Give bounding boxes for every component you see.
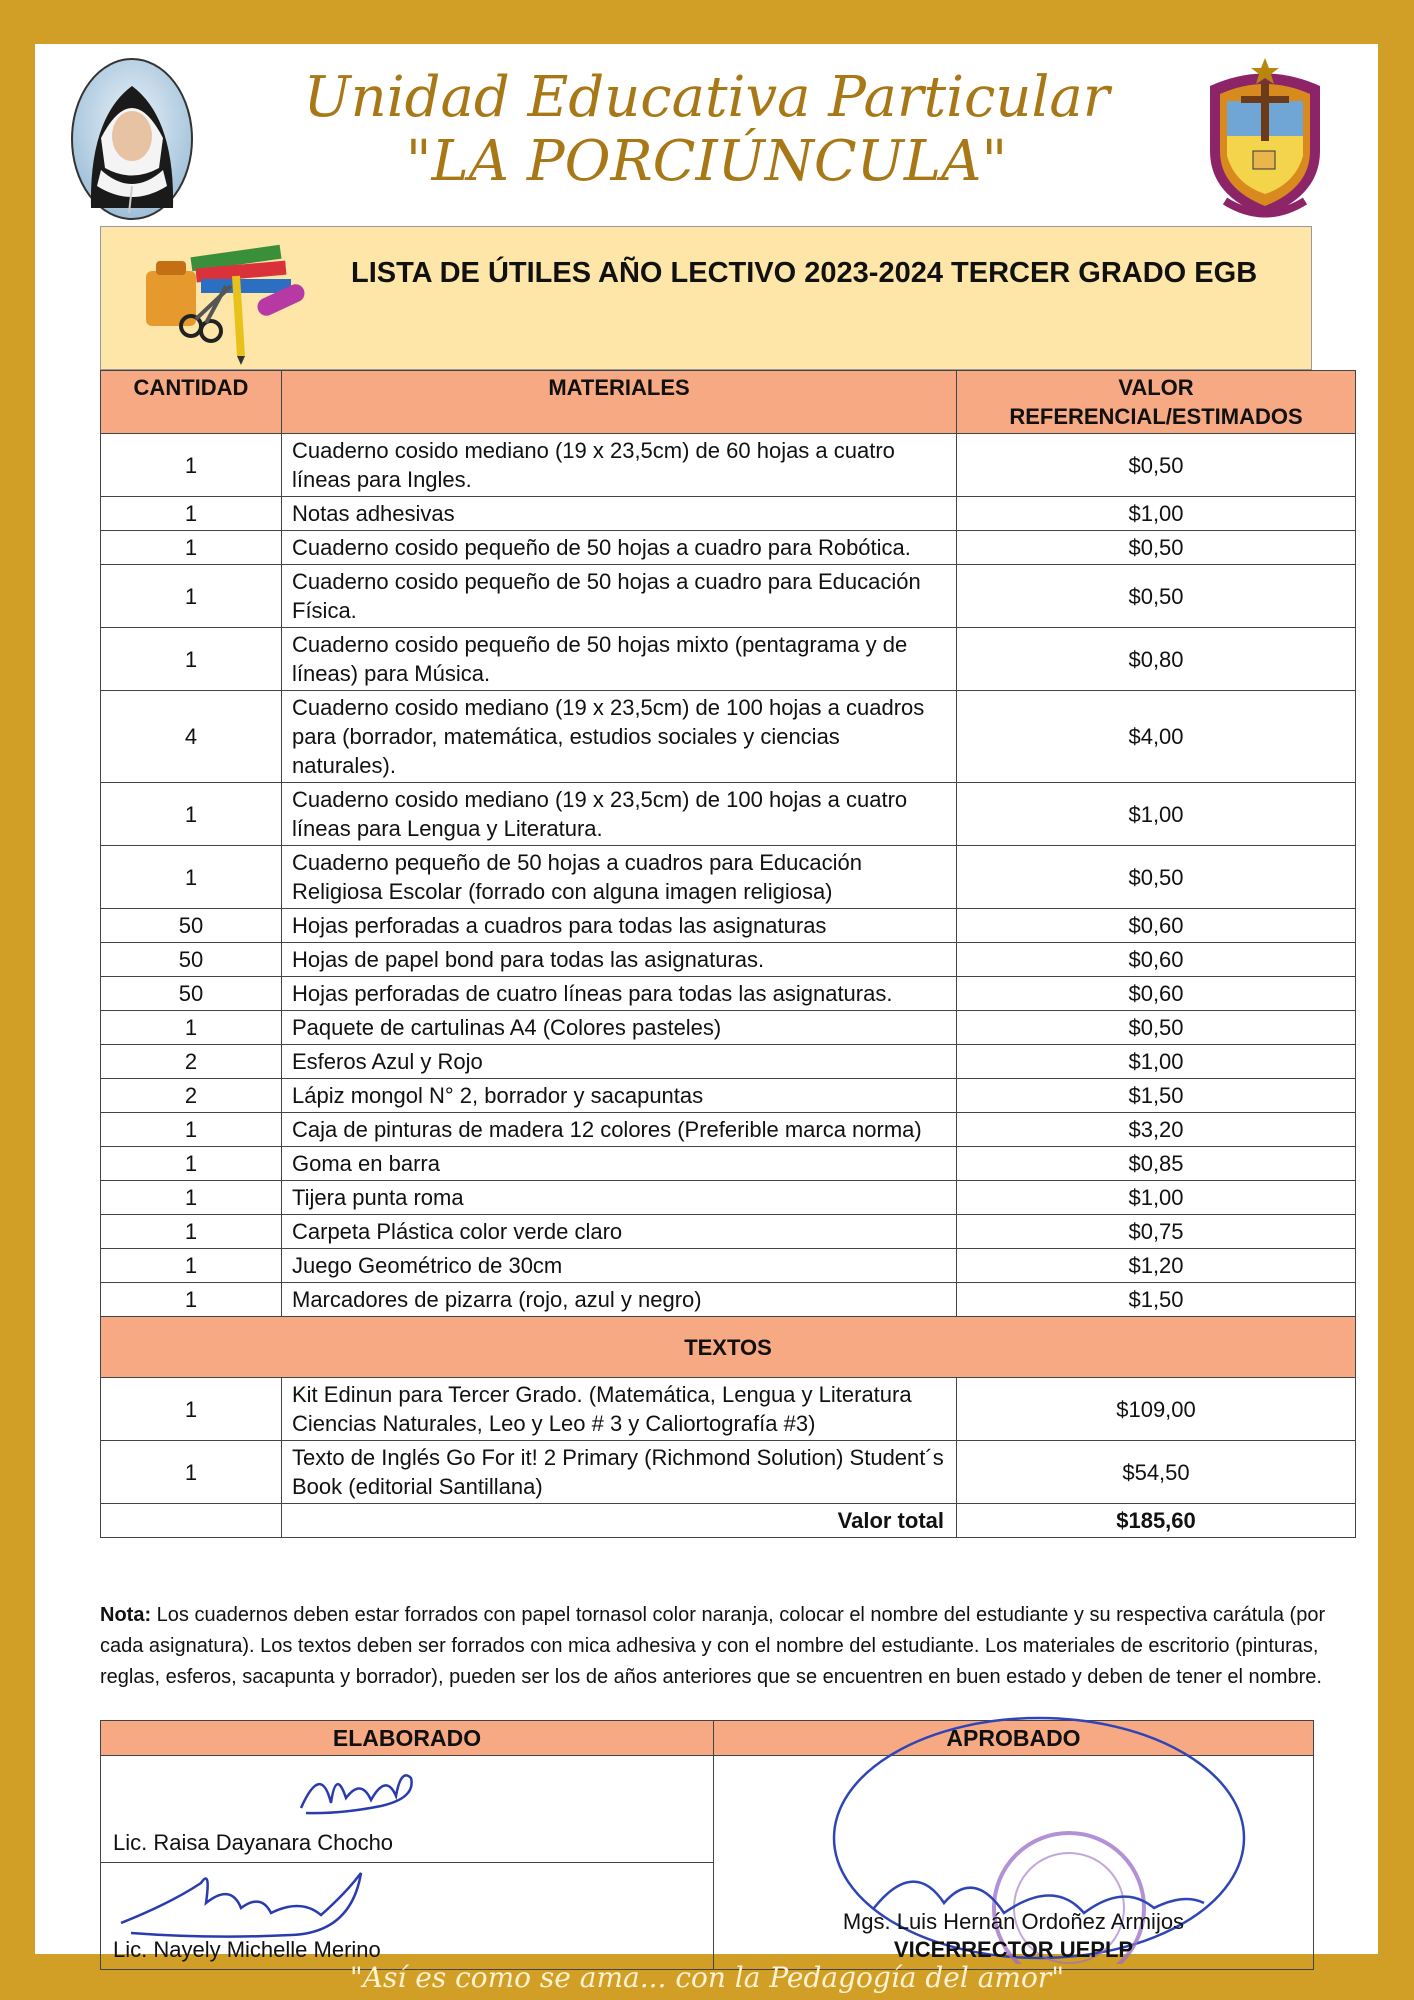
quantity-cell: 1 <box>101 1113 282 1147</box>
quantity-cell: 50 <box>101 943 282 977</box>
total-label: Valor total <box>282 1504 957 1538</box>
table-header-row <box>101 371 1356 434</box>
value-cell: $0,85 <box>957 1147 1356 1181</box>
value-cell: $0,50 <box>957 1011 1356 1045</box>
quantity-cell: 2 <box>101 1045 282 1079</box>
approver-name: Mgs. Luis Hernán Ordoñez Armijos <box>842 1909 1185 1934</box>
table-row <box>101 1079 1356 1113</box>
elaborado-header: ELABORADO <box>101 1721 714 1756</box>
quantity-cell: 1 <box>101 846 282 909</box>
table-row <box>101 497 1356 531</box>
quantity-cell: 1 <box>101 783 282 846</box>
list-title: LISTA DE ÚTILES AÑO LECTIVO 2023-2024 TERCER GRADO EGB <box>351 257 1258 289</box>
material-cell: Hojas perforadas a cuadros para todas las asignaturas <box>282 909 957 943</box>
textos-heading-row <box>101 1317 1356 1378</box>
material-cell: Juego Geométrico de 30cm <box>282 1249 957 1283</box>
quantity-cell: 50 <box>101 909 282 943</box>
table-row <box>101 1045 1356 1079</box>
table-row <box>101 1215 1356 1249</box>
table-row <box>101 1378 1356 1441</box>
value-cell: $1,50 <box>957 1079 1356 1113</box>
signature-table <box>100 1720 1314 1970</box>
quantity-cell: 1 <box>101 1181 282 1215</box>
value-cell: $1,00 <box>957 1181 1356 1215</box>
total-row <box>101 1504 1356 1538</box>
value-cell: $1,20 <box>957 1249 1356 1283</box>
material-cell: Kit Edinun para Tercer Grado. (Matemática, Lengua y Literatura Ciencias Naturales, Leo y Leo # 3 y Caliortografía #3) <box>282 1378 957 1441</box>
note-text: Los cuadernos deben estar forrados con papel tornasol color naranja, colocar el nombre del estudiante y su respectiva carátula (por cada asignatura). Los textos deben ser forrados con mica adhesiva y con el nombre del estudiante. Los materiales de escritorio (pinturas, reglas, esferos, sacapunta y borrador), pueden ser los de años anteriores que se encuentren en buen estado y deben de tener el nombre. <box>100 1604 1326 1688</box>
material-cell: Caja de pinturas de madera 12 colores (Preferible marca norma) <box>282 1113 957 1147</box>
signature-row-1 <box>101 1756 1314 1863</box>
column-header-materials: MATERIALES <box>282 371 957 434</box>
value-cell: $1,00 <box>957 1045 1356 1079</box>
value-cell: $109,00 <box>957 1378 1356 1441</box>
value-cell: $0,60 <box>957 909 1356 943</box>
value-cell: $0,60 <box>957 943 1356 977</box>
material-cell: Cuaderno cosido pequeño de 50 hojas mixto (pentagrama y de líneas) para Música. <box>282 628 957 691</box>
table-row <box>101 565 1356 628</box>
value-cell: $54,50 <box>957 1441 1356 1504</box>
textos-heading: TEXTOS <box>101 1317 1356 1378</box>
value-cell: $1,00 <box>957 497 1356 531</box>
value-cell: $0,50 <box>957 531 1356 565</box>
column-header-value-line1: VALOR <box>1118 375 1194 400</box>
footer-motto: "Así es como se ama... con la Pedagogía del amor" <box>349 1961 1065 1994</box>
material-cell: Goma en barra <box>282 1147 957 1181</box>
table-row <box>101 909 1356 943</box>
value-cell: $3,20 <box>957 1113 1356 1147</box>
quantity-cell: 1 <box>101 531 282 565</box>
table-row <box>101 1011 1356 1045</box>
materials-body <box>101 434 1356 1317</box>
column-header-value-line2: REFERENCIAL/ESTIMADOS <box>1009 404 1303 429</box>
quantity-cell: 2 <box>101 1079 282 1113</box>
value-cell: $0,50 <box>957 434 1356 497</box>
material-cell: Texto de Inglés Go For it! 2 Primary (Richmond Solution) Student´s Book (editorial Santillana) <box>282 1441 957 1504</box>
value-cell: $0,75 <box>957 1215 1356 1249</box>
value-cell: $1,50 <box>957 1283 1356 1317</box>
document-page <box>35 44 1378 1962</box>
value-cell: $0,50 <box>957 846 1356 909</box>
total-value: $185,60 <box>957 1504 1356 1538</box>
material-cell: Cuaderno pequeño de 50 hojas a cuadros para Educación Religiosa Escolar (forrado con alguna imagen religiosa) <box>282 846 957 909</box>
table-row <box>101 1283 1356 1317</box>
school-crest-logo <box>1195 56 1335 221</box>
table-row <box>101 977 1356 1011</box>
column-header-quantity: CANTIDAD <box>101 371 282 434</box>
school-name-heading <box>35 66 1378 194</box>
value-cell: $4,00 <box>957 691 1356 783</box>
quantity-cell: 4 <box>101 691 282 783</box>
approver-cell <box>714 1756 1314 1970</box>
material-cell: Cuaderno cosido pequeño de 50 hojas a cuadro para Robótica. <box>282 531 957 565</box>
material-cell: Cuaderno cosido mediano (19 x 23,5cm) de 100 hojas a cuatro líneas para Lengua y Literatura. <box>282 783 957 846</box>
quantity-cell: 1 <box>101 497 282 531</box>
texts-body <box>101 1378 1356 1504</box>
school-supplies-illustration <box>136 231 316 365</box>
signer2-cell <box>101 1863 714 1970</box>
quantity-cell: 1 <box>101 434 282 497</box>
table-row <box>101 1113 1356 1147</box>
quantity-cell: 1 <box>101 1441 282 1504</box>
material-cell: Cuaderno cosido mediano (19 x 23,5cm) de 60 hojas a cuatro líneas para Ingles. <box>282 434 957 497</box>
supply-list-sheet <box>100 226 1312 1538</box>
value-cell: $0,50 <box>957 565 1356 628</box>
value-cell: $1,00 <box>957 783 1356 846</box>
table-row <box>101 1441 1356 1504</box>
value-cell: $0,80 <box>957 628 1356 691</box>
quantity-cell: 1 <box>101 1147 282 1181</box>
signer1-cell <box>101 1756 714 1863</box>
note-label: Nota: <box>100 1604 152 1626</box>
table-row <box>101 434 1356 497</box>
quantity-cell: 1 <box>101 1249 282 1283</box>
table-row <box>101 691 1356 783</box>
table-row <box>101 846 1356 909</box>
material-cell: Marcadores de pizarra (rojo, azul y negro) <box>282 1283 957 1317</box>
quantity-cell: 1 <box>101 1283 282 1317</box>
quantity-cell: 1 <box>101 565 282 628</box>
quantity-cell: 1 <box>101 1378 282 1441</box>
quantity-cell: 1 <box>101 628 282 691</box>
table-row <box>101 943 1356 977</box>
material-cell: Esferos Azul y Rojo <box>282 1045 957 1079</box>
table-row <box>101 783 1356 846</box>
list-title-box <box>100 226 1312 370</box>
material-cell: Carpeta Plástica color verde claro <box>282 1215 957 1249</box>
materials-table <box>100 370 1356 1538</box>
material-cell: Lápiz mongol N° 2, borrador y sacapuntas <box>282 1079 957 1113</box>
table-row <box>101 628 1356 691</box>
quantity-cell: 1 <box>101 1011 282 1045</box>
material-cell: Tijera punta roma <box>282 1181 957 1215</box>
material-cell: Paquete de cartulinas A4 (Colores pasteles) <box>282 1011 957 1045</box>
material-cell: Hojas de papel bond para todas las asignaturas. <box>282 943 957 977</box>
quantity-cell: 50 <box>101 977 282 1011</box>
material-cell: Hojas perforadas de cuatro líneas para todas las asignaturas. <box>282 977 957 1011</box>
value-cell: $0,60 <box>957 977 1356 1011</box>
quantity-cell: 1 <box>101 1215 282 1249</box>
material-cell: Cuaderno cosido mediano (19 x 23,5cm) de 100 hojas a cuadros para (borrador, matemática, estudios sociales y ciencias naturales). <box>282 691 957 783</box>
table-row <box>101 531 1356 565</box>
table-row <box>101 1249 1356 1283</box>
material-cell: Notas adhesivas <box>282 497 957 531</box>
table-row <box>101 1181 1356 1215</box>
approver-role: VICERRECTOR UEPLP <box>893 1937 1134 1962</box>
column-header-value <box>957 371 1356 434</box>
table-row <box>101 1147 1356 1181</box>
school-name-line2: "LA PORCIÚNCULA" <box>405 129 1008 194</box>
total-spacer <box>101 1504 282 1538</box>
signer2-name: Lic. Nayely Michelle Merino <box>113 1937 381 1962</box>
aprobado-header: APROBADO <box>714 1721 1314 1756</box>
signature-2-image <box>111 1863 381 1943</box>
signer1-name: Lic. Raisa Dayanara Chocho <box>113 1830 394 1855</box>
note-paragraph <box>100 1600 1350 1693</box>
signature-1-image <box>291 1758 421 1820</box>
material-cell: Cuaderno cosido pequeño de 50 hojas a cuadro para Educación Física. <box>282 565 957 628</box>
school-name-line1: Unidad Educativa Particular <box>303 65 1110 130</box>
